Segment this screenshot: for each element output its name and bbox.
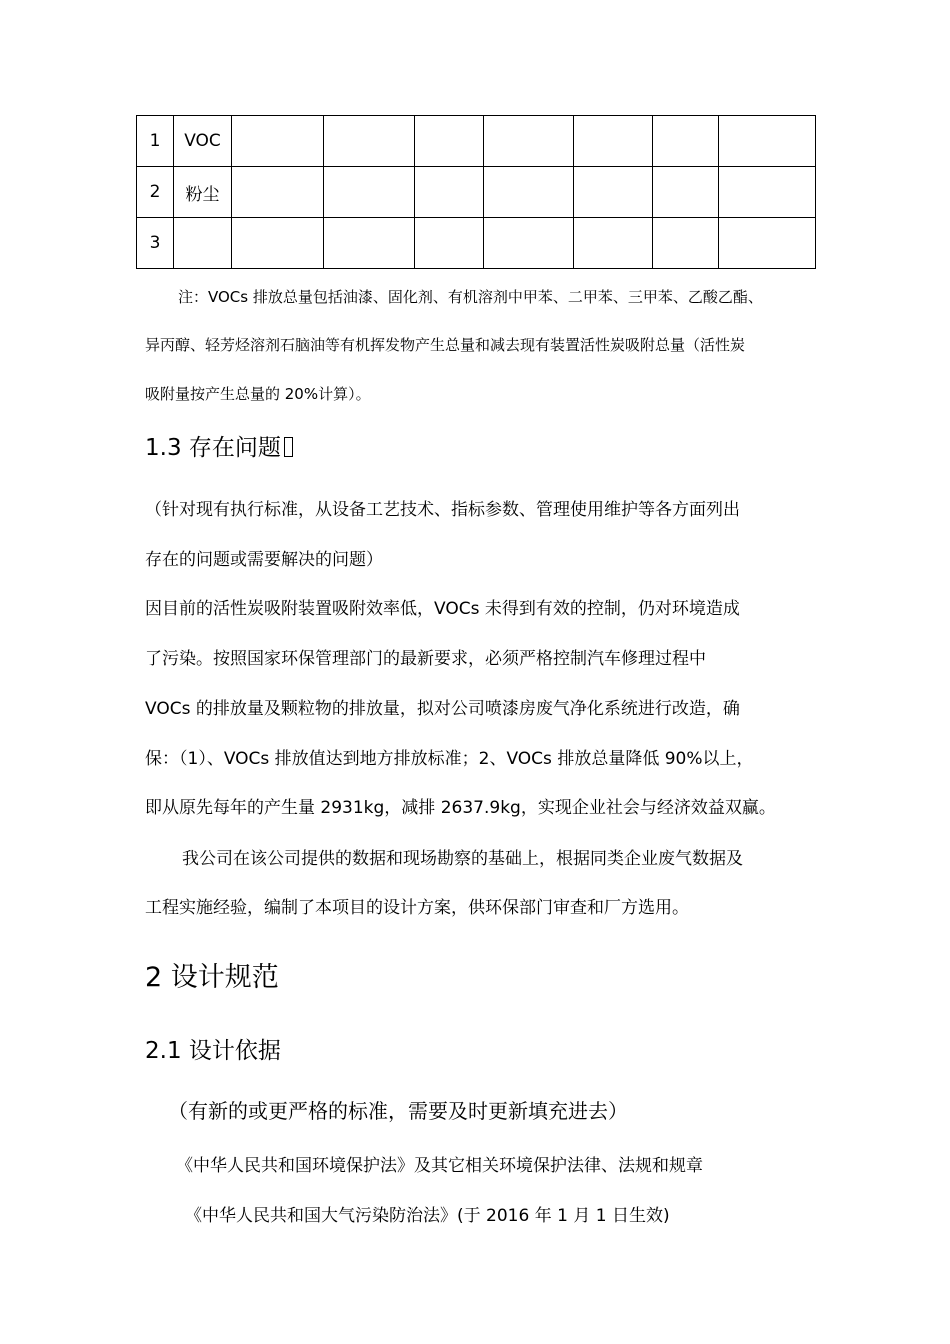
row-number-cell: 2 <box>137 167 174 218</box>
table-row <box>137 167 816 218</box>
row-number-cell: 1 <box>137 116 174 167</box>
table-note-line: 注：VOCs 排放总量包括油漆、固化剂、有机溶剂中甲苯、二甲苯、三甲苯、乙酸乙酯、 <box>178 288 763 306</box>
table-cell <box>574 167 653 218</box>
table-cell <box>415 218 484 269</box>
table-cell <box>484 116 574 167</box>
paragraph-line: 保：（1）、VOCs 排放值达到地方排放标准；2、VOCs 排放总量降低 90%以上， <box>145 749 754 769</box>
row-name-cell <box>174 218 232 269</box>
table-cell <box>484 218 574 269</box>
section-heading-2-1: 2.1 设计依据 <box>145 1038 281 1064</box>
table-cell <box>324 218 415 269</box>
table-row <box>137 218 816 269</box>
table-cell <box>232 116 324 167</box>
section-heading-1-3 <box>145 429 293 462</box>
reference-item: 《中华人民共和国大气污染防治法》(于 2016 年 1 月 1 日生效) <box>185 1206 670 1226</box>
row-name-cell: 粉尘 <box>174 167 232 218</box>
section-heading-2: 2 设计规范 <box>145 962 279 993</box>
table-cell <box>719 116 816 167</box>
table-note-line: 异丙醇、轻芳烃溶剂石脑油等有机挥发物产生总量和减去现有装置活性炭吸附总量（活性炭 <box>145 336 746 354</box>
table-cell <box>719 167 816 218</box>
missing-glyph-icon <box>284 437 293 457</box>
paragraph-line: 工程实施经验，编制了本项目的设计方案，供环保部门审查和厂方选用。 <box>145 898 689 918</box>
paragraph-line: 了污染。按照国家环保管理部门的最新要求，必须严格控制汽车修理过程中 <box>145 649 706 669</box>
table-cell <box>232 167 324 218</box>
table-cell <box>324 167 415 218</box>
table-cell <box>653 167 719 218</box>
paragraph-line: 我公司在该公司提供的数据和现场勘察的基础上，根据同类企业废气数据及 <box>182 849 743 869</box>
table-row <box>137 116 816 167</box>
table-cell <box>653 116 719 167</box>
paragraph-line: 因目前的活性炭吸附装置吸附效率低，VOCs 未得到有效的控制，仍对环境造成 <box>145 599 740 619</box>
table-cell <box>719 218 816 269</box>
row-number-cell: 3 <box>137 218 174 269</box>
reference-item: 《中华人民共和国环境保护法》及其它相关环境保护法律、法规和规章 <box>176 1156 703 1176</box>
row-name-cell: VOC <box>174 116 232 167</box>
table-cell <box>415 167 484 218</box>
section-heading-text: 1.3 存在问题 <box>145 435 281 461</box>
emissions-table <box>136 115 816 269</box>
table-cell <box>653 218 719 269</box>
table-cell <box>574 218 653 269</box>
paragraph-line: 即从原先每年的产生量 2931kg，减排 2637.9kg，实现企业社会与经济效益双赢。 <box>145 798 776 818</box>
table-cell <box>484 167 574 218</box>
table-note-line: 吸附量按产生总量的 20%计算）。 <box>145 385 371 403</box>
section-hint-line: 存在的问题或需要解决的问题） <box>145 550 383 570</box>
table-cell <box>574 116 653 167</box>
section-hint: （有新的或更严格的标准，需要及时更新填充进去） <box>168 1099 628 1123</box>
paragraph-line: VOCs 的排放量及颗粒物的排放量，拟对公司喷漆房废气净化系统进行改造，确 <box>145 699 740 719</box>
section-hint-line: （针对现有执行标准，从设备工艺技术、指标参数、管理使用维护等各方面列出 <box>145 500 740 520</box>
table-cell <box>324 116 415 167</box>
table-cell <box>415 116 484 167</box>
table-cell <box>232 218 324 269</box>
